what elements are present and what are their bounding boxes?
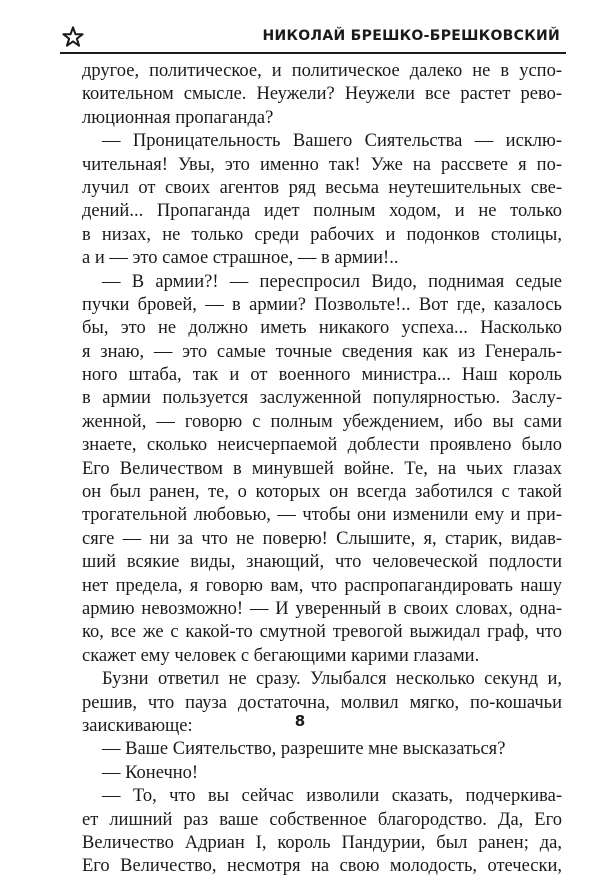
text-line: армию невозможно! — И уверенный в своих словах, одна-	[82, 598, 562, 619]
running-header	[60, 22, 566, 54]
text-line: лучил от своих агентов ряд весьма неутешительных све-	[82, 177, 562, 198]
text-line: — Ваше Сиятельство, разрешите мне высказаться?	[102, 739, 506, 760]
text-line: знаете, сколько неисчерпаемой доблести проявлено было	[82, 435, 562, 456]
text-line: трогательной любовью, — чтобы они изменили ему и при-	[82, 505, 562, 526]
text-line: Бузни ответил не сразу. Улыбался несколько секунд и,	[102, 669, 562, 690]
text-line: сяге — ни за что не поверю! Слышите, я, старик, видав-	[82, 528, 562, 549]
text-line: — То, что вы сейчас изволили сказать, подчеркива-	[102, 786, 562, 807]
text-line: чительная! Увы, это именно так! Уже на рассвете я по-	[82, 154, 562, 175]
text-line: нет предела, я говорю вам, что распропагандировать нашу	[82, 575, 562, 596]
text-line: люционная пропаганда?	[82, 107, 274, 128]
text-line: скажет ему человек с бегающими карими глазами.	[82, 645, 480, 666]
text-line: Величество Адриан I, король Пандурии, был ранен; да,	[82, 832, 562, 853]
text-line: другое, политическое, и политическое далеко не в успо-	[82, 61, 562, 81]
text-line: коительном смысле. Неужели? Неужели все растет рево-	[82, 84, 562, 105]
text-line: ет лишний раз ваше собственное благородство. Да, Его	[82, 809, 562, 830]
text-line: я знаю, — это самые точные сведения как из Генераль-	[82, 341, 562, 362]
page-number: 8	[294, 712, 306, 730]
text-line: решив, что пауза достаточна, молвил мягко, по-кошачьи	[82, 692, 562, 713]
text-line: ший всякие виды, знающий, что человеческой подлости	[82, 552, 562, 573]
text-line: заискивающе:	[82, 715, 193, 736]
text-line: в армии пользуется заслуженной популярностью. Заслу-	[82, 388, 562, 409]
text-line: бы, это не должно иметь никакого успеха... Насколько	[82, 318, 562, 339]
text-line: пучки бровей, — в армии? Позвольте!.. Вот где, казалось	[82, 294, 562, 315]
author-name: НИКОЛАЙ БРЕШКО-БРЕШКОВСКИЙ	[262, 28, 560, 44]
text-line: — Конечно!	[102, 762, 199, 783]
text-line: ко, все же с какой-то смутной тревогой выжидал граф, что	[82, 622, 562, 643]
text-line: он был ранен, те, о которых он всегда заботился с такой	[82, 482, 562, 503]
text-line: — В армии?! — переспросил Видо, поднимая седые	[102, 271, 562, 292]
text-line: женной, — говорю с полным убеждением, ибо вы сами	[82, 411, 562, 432]
text-line: в низах, не только среди рабочих и подонков столицы,	[82, 224, 562, 245]
text-line: ного штаба, так и от военного министра... Наш король	[82, 365, 562, 386]
star-outline-icon	[62, 26, 84, 48]
text-line: а и — это самое страшное, — в армии!..	[82, 248, 399, 269]
text-line: дений... Пропаганда идет полным ходом, и не только	[82, 201, 562, 222]
text-line: Его Величеством в минувшей войне. Те, на чьих глазах	[82, 458, 562, 479]
body-text	[82, 60, 562, 879]
text-line: Его Величество, несмотря на свою молодость, отечески,	[82, 856, 562, 877]
text-line: — Проницательность Вашего Сиятельства — исклю-	[102, 131, 562, 152]
